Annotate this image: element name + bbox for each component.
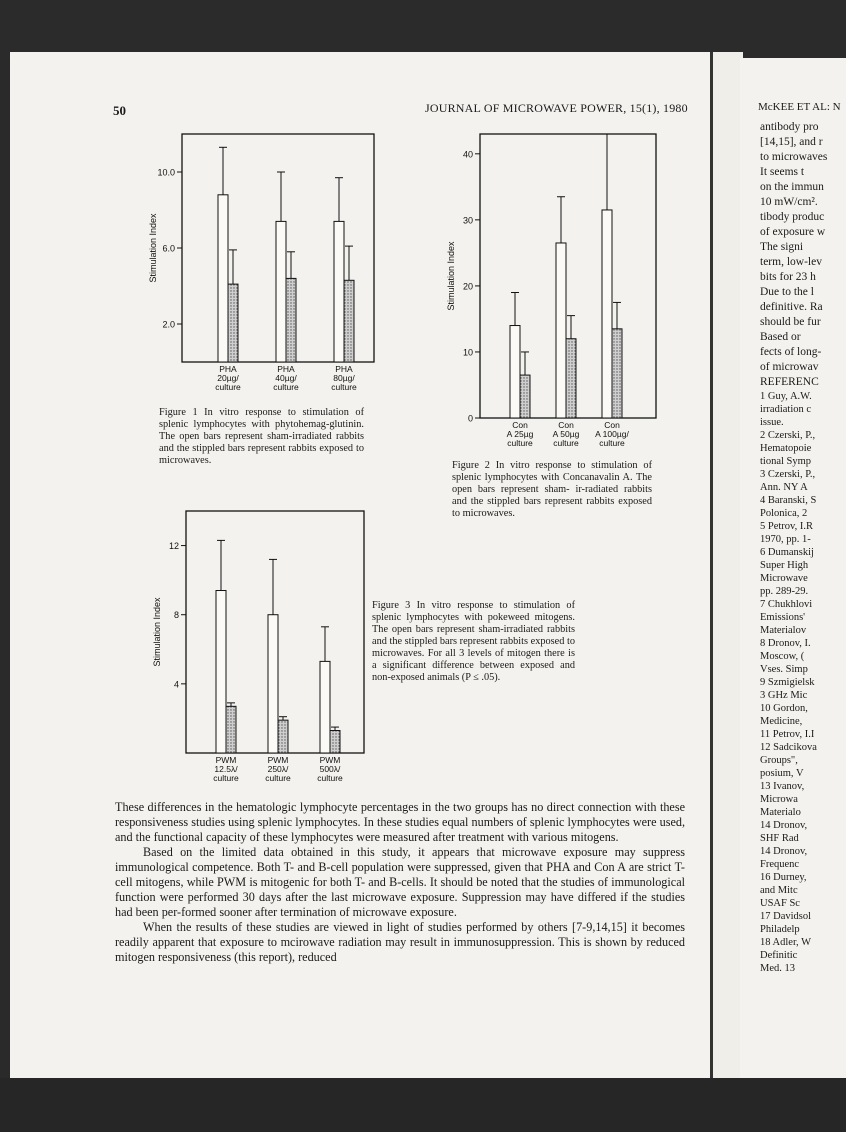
x-category-label: A 50µg xyxy=(552,429,580,439)
figure-1-caption: Figure 1 In vitro response to stimulation of splenic lymphocytes with phytohemag-glutinin. The open bars represent sham-irradiated rabbits and the stippled bars represent rabbits exposed to microwaves. xyxy=(159,407,364,466)
x-category-label: PWM xyxy=(319,755,341,765)
reference-line: Ann. NY A xyxy=(760,482,808,493)
reference-line: Medicine, xyxy=(760,716,803,727)
bar-sham xyxy=(320,661,330,753)
reference-line: 18 Adler, W xyxy=(760,937,812,948)
right-column-line: REFERENC xyxy=(760,376,819,388)
bar-sham xyxy=(510,326,520,418)
reference-line: Materialo xyxy=(760,807,801,818)
reference-line: 5 Petrov, I.R xyxy=(760,521,813,532)
reference-line: 13 Ivanov, xyxy=(760,781,805,792)
reference-line: Frequenc xyxy=(760,859,800,870)
right-column-line: of exposure w xyxy=(760,226,826,238)
x-category-label: Con xyxy=(512,420,528,430)
running-header: JOURNAL OF MICROWAVE POWER, 15(1), 1980 xyxy=(425,101,688,115)
reference-line: 3 GHz Mic xyxy=(760,690,808,701)
reference-line: tional Symp xyxy=(760,456,812,467)
y-tick-label: 6.0 xyxy=(162,243,175,254)
figure-2-chart xyxy=(448,128,666,450)
reference-line: Philadelp xyxy=(760,924,800,935)
x-category-label: culture xyxy=(215,382,241,392)
x-category-label: 80µg/ xyxy=(333,373,355,383)
bar-exposed xyxy=(228,284,238,362)
x-category-label: 20µg/ xyxy=(217,373,239,383)
reference-line: 10 Gordon, xyxy=(760,703,808,714)
reference-line: 6 Dumanskij xyxy=(760,547,814,558)
scan-border-bottom xyxy=(0,1078,846,1132)
page-number: 50 xyxy=(113,103,126,118)
y-tick-label: 4 xyxy=(173,679,179,690)
right-column-references xyxy=(760,390,846,975)
bar-sham xyxy=(334,221,344,362)
right-column-line: term, low-lev xyxy=(760,256,822,268)
right-column-line: antibody pro xyxy=(760,121,819,133)
reference-line: 3 Czerski, P., xyxy=(760,469,816,480)
right-column-line: on the immun xyxy=(760,181,824,193)
bar-exposed xyxy=(566,339,576,418)
right-column-line: definitive. Ra xyxy=(760,301,823,313)
reference-line: Materialov xyxy=(760,625,807,636)
y-tick-label: 2.0 xyxy=(162,319,175,330)
y-tick-label: 30 xyxy=(462,215,473,226)
x-category-label: culture xyxy=(507,438,533,448)
bar-sham xyxy=(602,210,612,418)
right-column-line: fects of long- xyxy=(760,346,822,358)
reference-line: 14 Dronov, xyxy=(760,846,808,857)
reference-line: Moscow, ( xyxy=(760,651,805,662)
x-category-label: 250λ/ xyxy=(267,764,289,774)
reference-line: Emissions' xyxy=(760,612,806,623)
reference-line: 17 Davidsol xyxy=(760,911,812,922)
reference-line: Med. 13 xyxy=(760,963,795,974)
x-category-label: 12.5λ/ xyxy=(214,764,238,774)
bar-exposed xyxy=(278,720,288,753)
y-axis-label: Stimulation Index xyxy=(152,597,162,667)
x-category-label: culture xyxy=(317,773,343,783)
reference-line: Definitic xyxy=(760,950,798,961)
right-column-line: tibody produc xyxy=(760,211,825,223)
y-tick-label: 20 xyxy=(462,281,473,292)
right-column-line: The signi xyxy=(760,241,804,253)
reference-line: posium, V xyxy=(760,768,804,779)
reference-line: Super High xyxy=(760,560,809,571)
x-category-label: PHA xyxy=(219,364,237,374)
x-category-label: culture xyxy=(553,438,579,448)
body-text xyxy=(115,800,685,965)
reference-line: SHF Rad xyxy=(760,833,799,844)
x-category-label: culture xyxy=(599,438,625,448)
x-category-label: 500λ/ xyxy=(319,764,341,774)
y-tick-label: 40 xyxy=(462,149,473,160)
reference-line: irradiation c xyxy=(760,404,812,415)
reference-line: USAF Sc xyxy=(760,898,800,909)
y-tick-label: 8 xyxy=(173,610,179,621)
reference-line: 1970, pp. 1- xyxy=(760,534,811,545)
bar-sham xyxy=(216,591,226,753)
reference-line: 2 Czerski, P., xyxy=(760,430,816,441)
figure-1-chart xyxy=(140,128,380,398)
reference-line: 4 Baranski, S xyxy=(760,495,817,506)
reference-line: Polonica, 2 xyxy=(760,508,808,519)
y-tick-label: 10.0 xyxy=(157,167,175,178)
reference-line: Microwa xyxy=(760,794,798,805)
right-running-header: McKEE ET AL: N xyxy=(758,101,841,113)
reference-line: 12 Sadcikova xyxy=(760,742,817,753)
y-axis-label: Stimulation Index xyxy=(148,213,158,283)
x-category-label: PWM xyxy=(267,755,289,765)
reference-line: 8 Dronov, I. xyxy=(760,638,811,649)
x-category-label: PHA xyxy=(277,364,295,374)
right-column-line: of microwav xyxy=(760,361,819,373)
x-category-label: 40µg/ xyxy=(275,373,297,383)
reference-line: 9 Szmigielsk xyxy=(760,677,815,688)
x-category-label: PWM xyxy=(215,755,237,765)
reference-line: issue. xyxy=(760,417,784,428)
x-category-label: culture xyxy=(331,382,357,392)
reference-line: 16 Durney, xyxy=(760,872,807,883)
x-category-label: culture xyxy=(273,382,299,392)
x-category-label: culture xyxy=(265,773,291,783)
y-tick-label: 12 xyxy=(168,541,179,552)
right-column-text xyxy=(760,120,846,1080)
scan-border-top xyxy=(0,0,846,60)
reference-line: Vses. Simp xyxy=(760,664,808,675)
reference-line: and Mitc xyxy=(760,885,798,896)
bar-exposed xyxy=(226,706,236,753)
right-column-lines xyxy=(760,120,846,390)
right-column-line: Based or xyxy=(760,331,801,343)
page-gutter xyxy=(710,52,743,1082)
bar-exposed xyxy=(520,375,530,418)
bar-sham xyxy=(268,615,278,753)
reference-line: 1 Guy, A.W. xyxy=(760,391,812,402)
bar-sham xyxy=(218,195,228,362)
body-paragraph: When the results of these studies are viewed in light of studies performed by others [7-9,14,15] it becomes readily apparent that exposure to mcirowave radiation may result in immunosuppression. This is shown by reduced mitogen responsiveness (this report), reduced xyxy=(115,920,685,964)
reference-line: pp. 289-29. xyxy=(760,586,809,597)
right-column-line: should be fur xyxy=(760,316,821,328)
reference-line: 11 Petrov, I.I xyxy=(760,729,815,740)
body-paragraph: These differences in the hematologic lymphocyte percentages in the two groups has no direct connection with these responsiveness studies using splenic lymphocytes. In these studies equal numbers of splenic lymphocytes were used, and the functional capacity of these lymphocytes were measured after treatment with various mitogens. xyxy=(115,800,685,844)
figure-3-caption: Figure 3 In vitro response to stimulation of splenic lymphocytes with pokeweed mitogens. The open bars represent sham-irradiated rabbits and the stippled bars represent rabbits exposed to microwaves. For all 3 levels of mitogen there is a significant difference between exposed and non-exposed animals (P ≤ .05). xyxy=(372,600,575,683)
x-category-label: A 100µg/ xyxy=(595,429,629,439)
bar-exposed xyxy=(330,731,340,753)
x-category-label: A 25µg xyxy=(506,429,534,439)
x-category-label: PHA xyxy=(335,364,353,374)
figure-3-chart xyxy=(140,505,365,790)
y-tick-label: 0 xyxy=(467,413,473,424)
right-column-line: to microwaves xyxy=(760,151,828,163)
right-column-line: 10 mW/cm². xyxy=(760,196,818,208)
bar-sham xyxy=(276,221,286,362)
reference-line: Groups", xyxy=(760,755,798,766)
reference-line: 7 Chukhlovi xyxy=(760,599,813,610)
right-column-line: Due to the l xyxy=(760,286,814,298)
right-column-line: It seems t xyxy=(760,166,805,178)
y-axis-label: Stimulation Index xyxy=(446,241,456,311)
x-category-label: culture xyxy=(213,773,239,783)
y-tick-label: 10 xyxy=(462,347,473,358)
bar-exposed xyxy=(612,329,622,418)
figure-2-caption: Figure 2 In vitro response to stimulation of splenic lymphocytes with Concanavalin A. The open bars represent sham- ir-radiated rabbits and the stippled bars represent rabbits exposed to microwaves. xyxy=(452,460,652,519)
bar-exposed xyxy=(286,278,296,362)
reference-line: Hematopoie xyxy=(760,443,812,454)
reference-line: 14 Dronov, xyxy=(760,820,808,831)
body-paragraph: Based on the limited data obtained in this study, it appears that microwave exposure may suppress immunological competence. Both T- and B-cell population were suppressed, given that PHA and Con A are strict T-cell mitogens, while PWM is mitogenic for both T- and B-cells. It should be noted that the studies of immunological function were performed 30 days after the last microwave exposure. Suppression may have differed if the studies had been per-formed sooner after termination of microwave exposure. xyxy=(115,845,685,919)
bar-exposed xyxy=(344,280,354,362)
bar-sham xyxy=(556,243,566,418)
x-category-label: Con xyxy=(558,420,574,430)
right-column-line: [14,15], and r xyxy=(760,136,823,148)
x-category-label: Con xyxy=(604,420,620,430)
right-column-line: bits for 23 h xyxy=(760,271,816,283)
reference-line: Microwave xyxy=(760,573,808,584)
